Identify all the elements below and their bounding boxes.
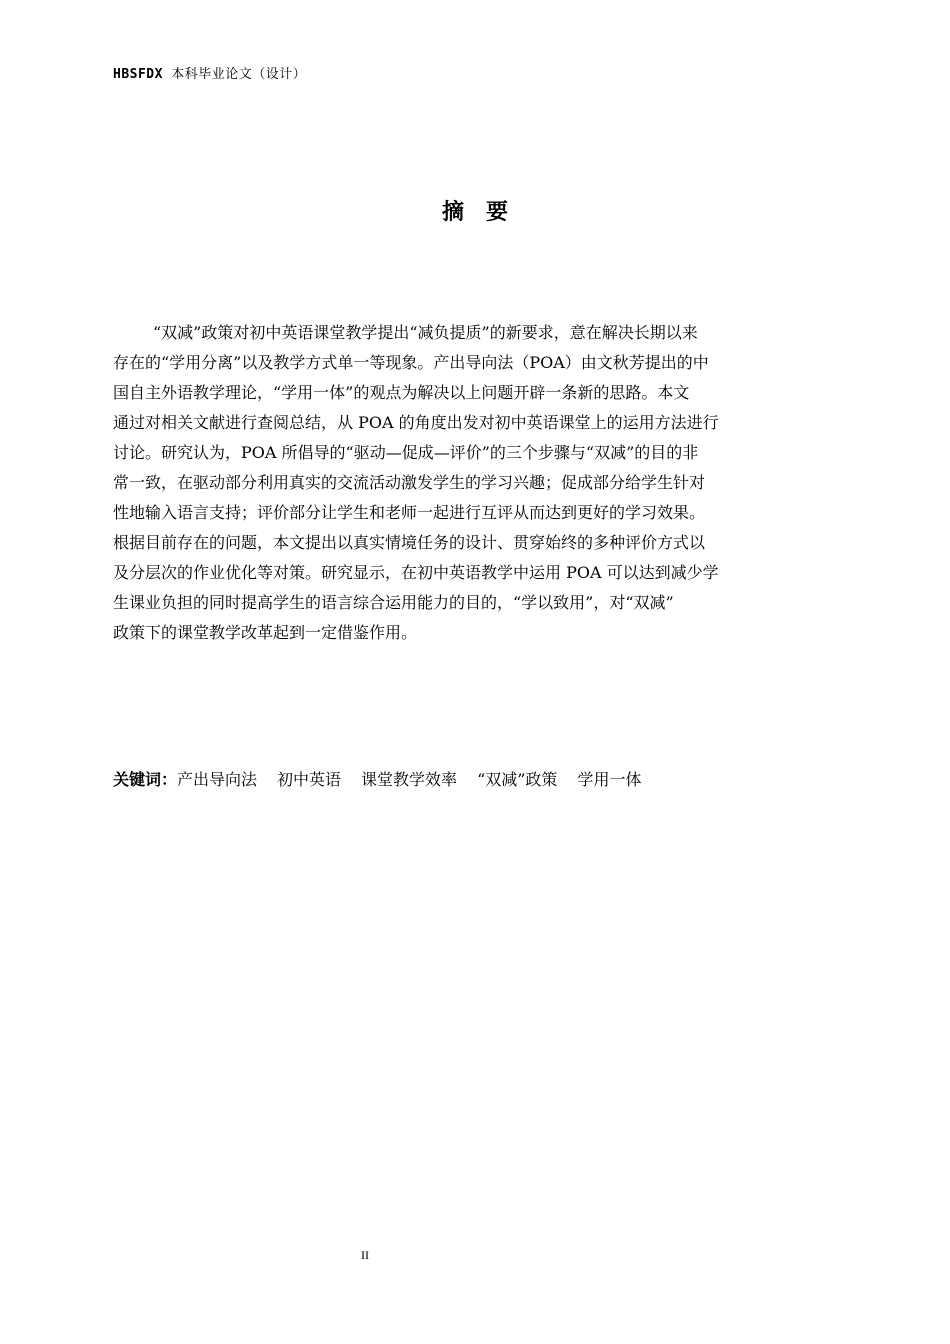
running-header [113,66,306,84]
abstract-line: 政策下的课堂教学改革起到一定借鉴作用。 [113,623,418,642]
keywords-line [113,767,661,793]
abstract-paragraph [113,318,837,648]
abstract-line: 根据目前存在的问题，本文提出以真实情境任务的设计、贯穿始终的多种评价方式以 [113,533,706,552]
abstract-line: 常一致，在驱动部分利用真实的交流活动激发学生的学习兴趣；促成部分给学生针对 [113,473,706,492]
abstract-line: 生课业负担的同时提高学生的语言综合运用能力的目的，“学以致用”，对“双减” [113,593,674,612]
abstract-line: “双减”政策对初中英语课堂教学提出“减负提质”的新要求，意在解决长期以来 [153,323,698,342]
header-code: HBSFDX [113,67,163,82]
abstract-line: 国自主外语教学理论，“学用一体”的观点为解决以上问题开辟一条新的思路。本文 [113,383,690,402]
abstract-line: 通过对相关文献进行查阅总结，从 POA 的角度出发对初中英语课堂上的运用方法进行 [113,413,719,432]
keyword-item: 产出导向法 [177,770,258,789]
page-number: II [361,1248,369,1262]
keyword-item: 初中英语 [277,770,342,789]
abstract-title: 摘要 [441,200,530,225]
keyword-item: 课堂教学效率 [361,770,458,789]
header-label: 本科毕业论文（设计） [162,67,307,82]
abstract-line: 讨论。研究认为，POA 所倡导的“驱动—促成—评价”的三个步骤与“双减”的目的非 [113,443,699,462]
keyword-item: 学用一体 [577,770,642,789]
keyword-item: “双减”政策 [477,770,558,789]
abstract-line: 及分层次的作业优化等对策。研究显示，在初中英语教学中运用 POA 可以达到减少学 [113,563,719,582]
abstract-line: 性地输入语言支持；评价部分让学生和老师一起进行互评从而达到更好的学习效果。 [113,503,706,522]
abstract-line: 存在的“学用分离”以及教学方式单一等现象。产出导向法（POA）由文秋芳提出的中 [113,353,709,372]
keywords-label: 关键词： [113,770,178,789]
